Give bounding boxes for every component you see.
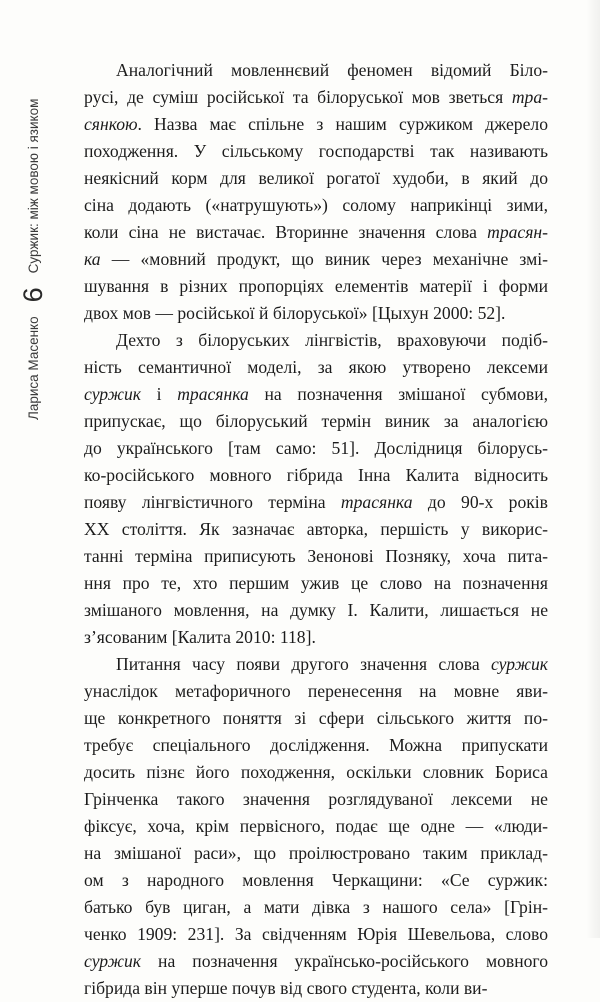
italic-term: сянкою — [84, 114, 138, 134]
text-line — [84, 246, 548, 273]
text-run: з’ясованим [Калита 2010: 118]. — [84, 627, 316, 647]
text-line — [84, 840, 548, 867]
text-run: і — [141, 384, 178, 404]
text-line — [84, 138, 548, 165]
text-run: русі, де суміш російської та білоруської мов зветься — [84, 87, 512, 107]
italic-term: трасянка — [340, 492, 413, 512]
text-run: на позначення змішаної субмови, — [248, 384, 549, 404]
text-line — [84, 408, 548, 435]
running-header-author: Лариса Масенко — [26, 316, 41, 420]
text-line — [84, 219, 548, 246]
text-line — [84, 732, 548, 759]
text-run: на позначення українсько-російського мовного — [141, 951, 548, 971]
text-run: появу лінгвістичного терміна — [84, 492, 341, 512]
paragraph — [84, 57, 548, 327]
text-line — [84, 489, 548, 516]
text-line — [84, 597, 548, 624]
text-run: сіна додають («натрушують») солому наприкінці зими, — [84, 195, 548, 215]
text-run: змішаного мовлення, на думку І. Калити, лишається не — [84, 600, 548, 620]
text-line — [84, 867, 548, 894]
body-text — [84, 57, 548, 1002]
text-run: до українського [там само: 51]. Дослідниця білорусь- — [84, 438, 548, 458]
text-run: ом з народного мовлення Черкащини: «Се суржик: — [84, 870, 548, 890]
running-header-book-title: Суржик: між мовою і язиком — [26, 98, 41, 274]
text-run: ко-російського мовного гібрида Інна Калита відносить — [84, 465, 548, 485]
text-run: досить пізнє його походження, оскільки словник Бориса — [84, 762, 548, 782]
text-run: батько був циган, а мати дівка з нашого села» [Грін- — [84, 897, 548, 917]
italic-term: суржик — [84, 384, 142, 404]
text-run: Аналогічний мовленнєвий феномен відомий Біло- — [116, 60, 548, 80]
text-line — [84, 678, 548, 705]
text-run: на змішаної раси», що проілюстровано таким приклад- — [84, 843, 548, 863]
text-run: . Назва має спільне з нашим суржиком джерело — [137, 114, 548, 134]
text-line — [84, 57, 548, 84]
text-run: Дехто з білоруських лінгвістів, враховуючи подіб- — [116, 330, 548, 350]
text-line — [84, 165, 548, 192]
text-run: коли сіна не вистачає. Вторинне значення слова — [84, 222, 488, 242]
text-line — [84, 705, 548, 732]
text-run: ння про те, хто першим ужив це слово на позначення — [84, 573, 548, 593]
text-line — [84, 543, 548, 570]
text-line — [84, 300, 548, 327]
text-line — [84, 948, 548, 975]
page-edge-shadow — [586, 0, 600, 938]
running-header — [18, 99, 49, 420]
paragraph — [84, 651, 548, 1002]
italic-term: трасянка — [177, 384, 249, 404]
text-run: ХХ століття. Як зазначає авторка, першість у викорис- — [84, 519, 548, 539]
text-run: фіксує, хоча, крім первісного, подає ще одне — «люди- — [84, 816, 548, 836]
text-line — [84, 651, 548, 678]
text-line — [84, 84, 548, 111]
page-number: 6 — [18, 287, 48, 303]
text-line — [84, 462, 548, 489]
text-line — [84, 921, 548, 948]
text-line — [84, 894, 548, 921]
text-line — [84, 975, 548, 1002]
italic-term: тра- — [511, 87, 548, 107]
text-run: шування в різних пропорціях елементів матерії і форми — [84, 276, 548, 296]
italic-term: суржик — [490, 654, 548, 674]
text-line — [84, 381, 548, 408]
paragraph — [84, 327, 548, 651]
text-run: ність семантичної моделі, за якою утворено лексеми — [84, 357, 548, 377]
text-line — [84, 327, 548, 354]
text-run: до 90-х років — [412, 492, 548, 512]
text-run: неякісний корм для великої рогатої худоби, в який до — [84, 168, 548, 188]
text-line — [84, 813, 548, 840]
text-run: — «мовний продукт, що виник через механічне змі- — [100, 249, 548, 269]
italic-term: трасян- — [487, 222, 548, 242]
text-run: гібрида він уперше почув від свого студента, коли ви- — [84, 978, 488, 998]
text-line — [84, 516, 548, 543]
text-line — [84, 111, 548, 138]
text-run: припускає, що білоруський термін виник за аналогією — [84, 411, 548, 431]
text-run: требує спеціального дослідження. Можна припускати — [84, 735, 548, 755]
italic-term: ка — [84, 249, 101, 269]
text-run: двох мов — російської й білоруської» [Цыхун 2000: 52]. — [84, 303, 506, 323]
text-line — [84, 759, 548, 786]
italic-term: суржик — [84, 951, 142, 971]
text-line — [84, 192, 548, 219]
text-line — [84, 354, 548, 381]
text-run: походження. У сільському господарстві так називають — [84, 141, 548, 161]
text-line — [84, 435, 548, 462]
text-run: ще конкретного поняття зі сфери сільського життя по- — [84, 708, 548, 728]
text-line — [84, 570, 548, 597]
text-run: Грінченка такого значення розглядуваної лексеми не — [84, 789, 548, 809]
text-run: унаслідок метафоричного перенесення на мовне яви- — [84, 681, 548, 701]
text-run: Питання часу появи другого значення слова — [116, 654, 491, 674]
text-line — [84, 786, 548, 813]
text-run: танні терміна приписують Зенонові Позняку, хоча пита- — [84, 546, 548, 566]
text-run: ченко 1909: 231]. За свідченням Юрія Шевельова, слово — [84, 924, 548, 944]
text-line — [84, 273, 548, 300]
text-line — [84, 624, 548, 651]
